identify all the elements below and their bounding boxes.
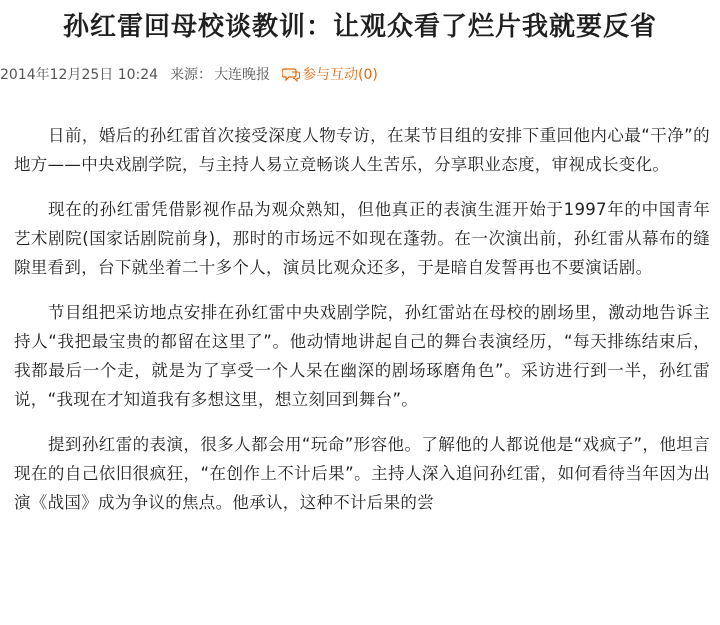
comment-link[interactable] [282, 64, 378, 84]
paragraph: 节目组把采访地点安排在孙红雷中央戏剧学院，孙红雷站在母校的剧场里，激动地告诉主持人“我把最宝贵的都留在这里了”。他动情地讲起自己的舞台表演经历，“每天排练结束后，我都最后一个走，就是为了享受一个人呆在幽深的剧场琢磨角色”。采访进行到一半，孙红雷说，“我现在才知道我有多想这里，想立刻回到舞台”。 [14, 303, 710, 409]
article-body [14, 121, 710, 533]
paragraph: 日前，婚后的孙红雷首次接受深度人物专访，在某节目组的安排下重回他内心最“干净”的地方——中央戏剧学院，与主持人易立竞畅谈人生苦乐，分享职业态度，审视成长变化。 [14, 126, 710, 174]
publish-date: 2014年12月25日 10:24 [0, 67, 159, 83]
paragraph: 提到孙红雷的表演，很多人都会用“玩命”形容他。了解他的人都说他是“戏疯子”，他坦言现在的自己依旧很疯狂，“在创作上不计后果”。主持人深入追问孙红雷，如何看待当年因为出演《战国》成为争议的焦点。他承认，这种不计后果的尝 [14, 435, 710, 512]
source-label: 来源： [170, 67, 213, 83]
comment-link-label[interactable]: 参与互动(0) [302, 67, 378, 83]
comment-bubble-icon [282, 67, 300, 82]
article-title: 孙红雷回母校谈教训：让观众看了烂片我就要反省 [62, 12, 657, 42]
paragraph: 现在的孙红雷凭借影视作品为观众熟知，但他真正的表演生涯开始于1997年的中国青年艺术剧院(国家话剧院前身)，那时的市场远不如现在蓬勃。在一次演出前，孙红雷从幕布的缝隙里看到，台下就坐着二十多个人，演员比观众还多，于是暗自发誓再也不要演话剧。 [14, 200, 710, 277]
article-meta [0, 64, 378, 84]
source-name: 大连晚报 [214, 67, 271, 83]
